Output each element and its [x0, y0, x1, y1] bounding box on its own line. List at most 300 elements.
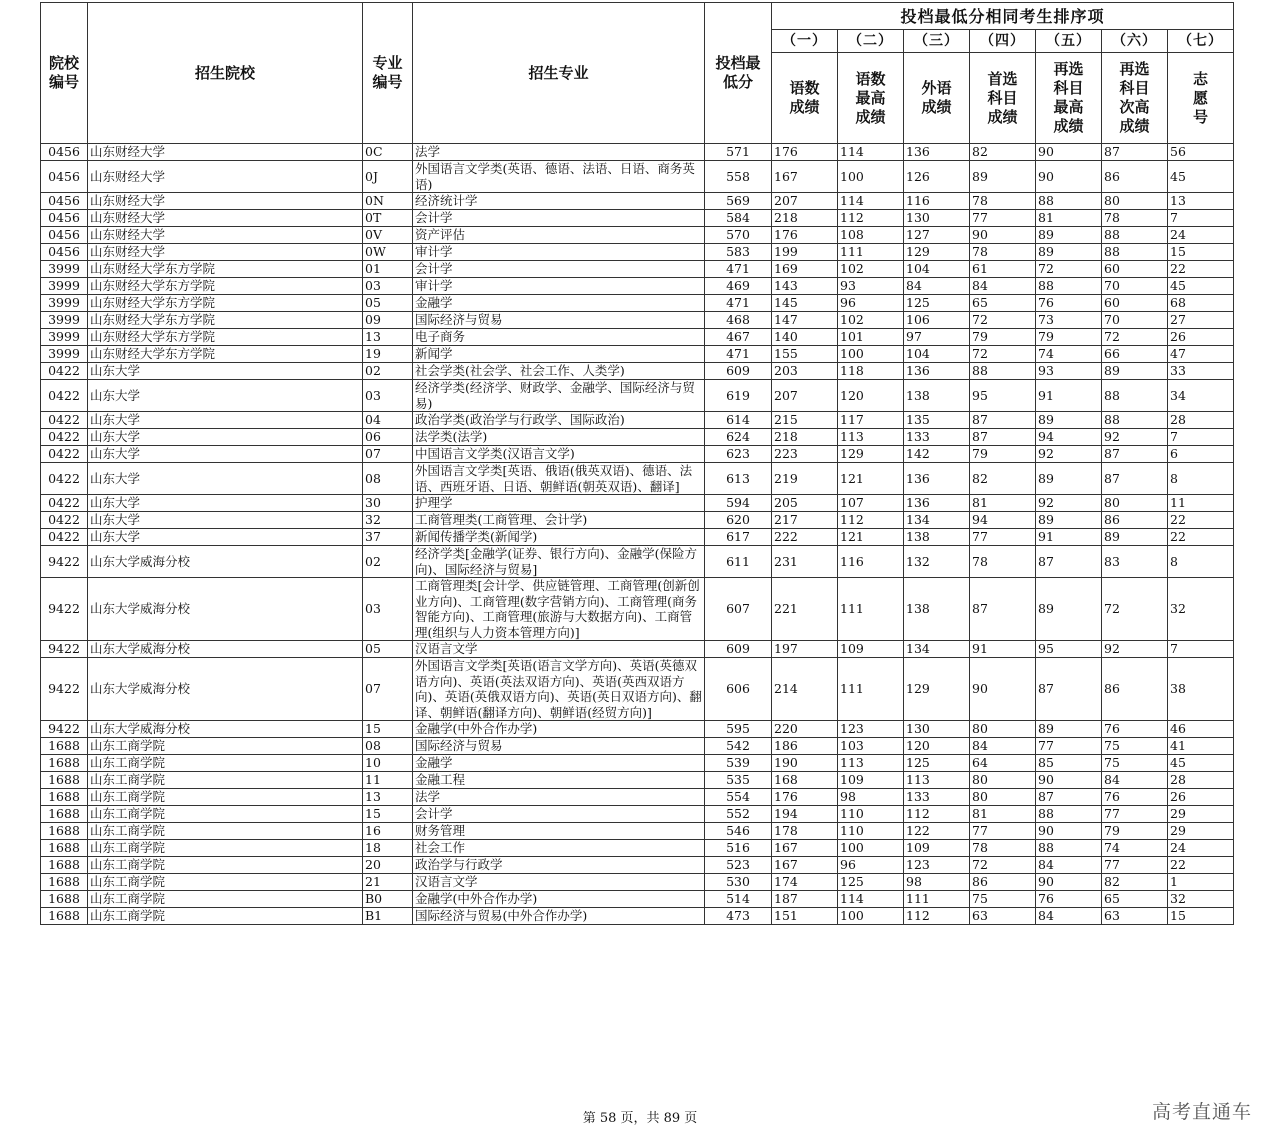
- school-name-cell: 山东财经大学东方学院: [88, 346, 363, 363]
- major-code-cell: 09: [363, 312, 413, 329]
- watermark: 高考直通车: [1151, 1101, 1252, 1123]
- school-name-cell: 山东财经大学东方学院: [88, 278, 363, 295]
- chinese-math-score-cell: 145: [772, 295, 838, 312]
- school-code-cell: 1688: [41, 840, 88, 857]
- chinese-math-score-cell: 167: [772, 840, 838, 857]
- school-name-cell: 山东大学: [88, 529, 363, 546]
- school-name-cell: 山东财经大学: [88, 210, 363, 227]
- header-major-code-text: 专业编号: [372, 54, 403, 91]
- first-subject-score-cell: 78: [970, 840, 1036, 857]
- table-header: [41, 3, 1234, 144]
- chinese-math-max-score-cell: 120: [838, 380, 904, 412]
- foreign-language-score-cell: 135: [904, 412, 970, 429]
- major-name-cell: 资产评估: [413, 227, 705, 244]
- school-code-cell: 3999: [41, 278, 88, 295]
- first-subject-score-cell: 79: [970, 446, 1036, 463]
- min-score-cell: 609: [705, 363, 772, 380]
- chinese-math-score-cell: 168: [772, 772, 838, 789]
- second-subject-max-score-cell: 89: [1036, 463, 1102, 495]
- school-code-cell: 9422: [41, 546, 88, 578]
- header-school: 招生院校: [88, 3, 363, 144]
- header-sort-label-text: 外语成绩: [921, 79, 952, 116]
- school-code-cell: 9422: [41, 641, 88, 658]
- first-subject-score-cell: 78: [970, 193, 1036, 210]
- foreign-language-score-cell: 97: [904, 329, 970, 346]
- first-subject-score-cell: 82: [970, 463, 1036, 495]
- preference-number-cell: 45: [1168, 755, 1234, 772]
- table-row: [41, 346, 1234, 363]
- major-code-cell: 0C: [363, 144, 413, 161]
- header-sort-label-text: 语数最高成绩: [855, 69, 886, 126]
- foreign-language-score-cell: 120: [904, 738, 970, 755]
- table-row: [41, 412, 1234, 429]
- table-body: [41, 144, 1234, 925]
- chinese-math-max-score-cell: 111: [838, 658, 904, 721]
- school-name-cell: 山东财经大学: [88, 193, 363, 210]
- preference-number-cell: 1: [1168, 874, 1234, 891]
- chinese-math-score-cell: 140: [772, 329, 838, 346]
- header-sort-label-text: 再选科目次高成绩: [1119, 60, 1150, 135]
- school-code-cell: 0456: [41, 244, 88, 261]
- preference-number-cell: 45: [1168, 161, 1234, 193]
- foreign-language-score-cell: 122: [904, 823, 970, 840]
- table-row: [41, 363, 1234, 380]
- major-code-cell: 03: [363, 578, 413, 641]
- first-subject-score-cell: 80: [970, 772, 1036, 789]
- preference-number-cell: 68: [1168, 295, 1234, 312]
- major-code-cell: 0N: [363, 193, 413, 210]
- min-score-cell: 467: [705, 329, 772, 346]
- school-name-cell: 山东财经大学: [88, 144, 363, 161]
- major-code-cell: 04: [363, 412, 413, 429]
- chinese-math-max-score-cell: 125: [838, 874, 904, 891]
- major-code-cell: 02: [363, 363, 413, 380]
- second-subject-next-score-cell: 76: [1102, 789, 1168, 806]
- school-code-cell: 1688: [41, 908, 88, 925]
- major-name-cell: 外国语言文学类[英语(语言文学方向)、英语(英德双语方向)、英语(英法双语方向)、英语(英西双语方向)、英语(英俄双语方向)、英语(英日双语方向)、翻译、朝鲜语(翻译方向)、朝鲜语(经贸方向)]: [413, 658, 705, 721]
- chinese-math-max-score-cell: 112: [838, 210, 904, 227]
- school-code-cell: 1688: [41, 823, 88, 840]
- min-score-cell: 571: [705, 144, 772, 161]
- school-code-cell: 1688: [41, 789, 88, 806]
- first-subject-score-cell: 77: [970, 529, 1036, 546]
- first-subject-score-cell: 80: [970, 721, 1036, 738]
- first-subject-score-cell: 94: [970, 512, 1036, 529]
- first-subject-score-cell: 75: [970, 891, 1036, 908]
- min-score-cell: 619: [705, 380, 772, 412]
- preference-number-cell: 8: [1168, 463, 1234, 495]
- major-name-cell: 法学: [413, 789, 705, 806]
- header-sort-number: （二）: [838, 30, 904, 53]
- major-name-cell: 法学类(法学): [413, 429, 705, 446]
- table-row: [41, 806, 1234, 823]
- chinese-math-score-cell: 176: [772, 144, 838, 161]
- school-name-cell: 山东工商学院: [88, 789, 363, 806]
- school-code-cell: 0422: [41, 495, 88, 512]
- school-name-cell: 山东大学威海分校: [88, 546, 363, 578]
- foreign-language-score-cell: 116: [904, 193, 970, 210]
- foreign-language-score-cell: 134: [904, 512, 970, 529]
- major-code-cell: 07: [363, 446, 413, 463]
- major-name-cell: 社会学类(社会学、社会工作、人类学): [413, 363, 705, 380]
- second-subject-max-score-cell: 89: [1036, 412, 1102, 429]
- header-sort-label-text: 首选科目成绩: [987, 69, 1018, 126]
- table-row: [41, 278, 1234, 295]
- second-subject-next-score-cell: 65: [1102, 891, 1168, 908]
- chinese-math-score-cell: 190: [772, 755, 838, 772]
- school-name-cell: 山东工商学院: [88, 874, 363, 891]
- school-name-cell: 山东工商学院: [88, 806, 363, 823]
- first-subject-score-cell: 61: [970, 261, 1036, 278]
- major-code-cell: 08: [363, 738, 413, 755]
- major-name-cell: 新闻学: [413, 346, 705, 363]
- major-name-cell: 外国语言文学类(英语、德语、法语、日语、商务英语): [413, 161, 705, 193]
- header-sort-label: [838, 53, 904, 144]
- min-score-cell: 546: [705, 823, 772, 840]
- second-subject-max-score-cell: 89: [1036, 512, 1102, 529]
- chinese-math-score-cell: 147: [772, 312, 838, 329]
- major-name-cell: 审计学: [413, 244, 705, 261]
- second-subject-next-score-cell: 74: [1102, 840, 1168, 857]
- major-name-cell: 审计学: [413, 278, 705, 295]
- second-subject-max-score-cell: 89: [1036, 227, 1102, 244]
- chinese-math-max-score-cell: 114: [838, 144, 904, 161]
- second-subject-max-score-cell: 91: [1036, 529, 1102, 546]
- chinese-math-score-cell: 174: [772, 874, 838, 891]
- table-row: [41, 144, 1234, 161]
- school-code-cell: 3999: [41, 346, 88, 363]
- chinese-math-max-score-cell: 116: [838, 546, 904, 578]
- chinese-math-max-score-cell: 113: [838, 755, 904, 772]
- foreign-language-score-cell: 126: [904, 161, 970, 193]
- foreign-language-score-cell: 104: [904, 346, 970, 363]
- table-row: [41, 463, 1234, 495]
- major-code-cell: 30: [363, 495, 413, 512]
- school-code-cell: 1688: [41, 755, 88, 772]
- second-subject-max-score-cell: 90: [1036, 144, 1102, 161]
- chinese-math-score-cell: 207: [772, 193, 838, 210]
- first-subject-score-cell: 88: [970, 363, 1036, 380]
- min-score-cell: 607: [705, 578, 772, 641]
- header-sort-number: （四）: [970, 30, 1036, 53]
- major-code-cell: 32: [363, 512, 413, 529]
- table-row: [41, 772, 1234, 789]
- school-name-cell: 山东财经大学: [88, 244, 363, 261]
- table-row: [41, 578, 1234, 641]
- chinese-math-max-score-cell: 110: [838, 806, 904, 823]
- preference-number-cell: 7: [1168, 210, 1234, 227]
- foreign-language-score-cell: 130: [904, 210, 970, 227]
- second-subject-next-score-cell: 87: [1102, 144, 1168, 161]
- chinese-math-score-cell: 169: [772, 261, 838, 278]
- foreign-language-score-cell: 123: [904, 857, 970, 874]
- second-subject-next-score-cell: 77: [1102, 806, 1168, 823]
- preference-number-cell: 26: [1168, 789, 1234, 806]
- min-score-cell: 552: [705, 806, 772, 823]
- foreign-language-score-cell: 136: [904, 363, 970, 380]
- second-subject-max-score-cell: 84: [1036, 857, 1102, 874]
- chinese-math-score-cell: 207: [772, 380, 838, 412]
- admission-score-table: [40, 2, 1234, 925]
- school-name-cell: 山东工商学院: [88, 738, 363, 755]
- school-code-cell: 3999: [41, 295, 88, 312]
- chinese-math-score-cell: 186: [772, 738, 838, 755]
- chinese-math-score-cell: 178: [772, 823, 838, 840]
- preference-number-cell: 34: [1168, 380, 1234, 412]
- chinese-math-max-score-cell: 123: [838, 721, 904, 738]
- min-score-cell: 584: [705, 210, 772, 227]
- school-name-cell: 山东财经大学东方学院: [88, 312, 363, 329]
- second-subject-max-score-cell: 90: [1036, 161, 1102, 193]
- school-code-cell: 1688: [41, 738, 88, 755]
- table-row: [41, 193, 1234, 210]
- min-score-cell: 539: [705, 755, 772, 772]
- preference-number-cell: 7: [1168, 429, 1234, 446]
- first-subject-score-cell: 90: [970, 227, 1036, 244]
- chinese-math-score-cell: 215: [772, 412, 838, 429]
- chinese-math-score-cell: 203: [772, 363, 838, 380]
- second-subject-next-score-cell: 84: [1102, 772, 1168, 789]
- first-subject-score-cell: 89: [970, 161, 1036, 193]
- chinese-math-score-cell: 176: [772, 227, 838, 244]
- first-subject-score-cell: 87: [970, 578, 1036, 641]
- foreign-language-score-cell: 125: [904, 755, 970, 772]
- second-subject-next-score-cell: 63: [1102, 908, 1168, 925]
- chinese-math-score-cell: 214: [772, 658, 838, 721]
- foreign-language-score-cell: 113: [904, 772, 970, 789]
- second-subject-max-score-cell: 87: [1036, 789, 1102, 806]
- school-code-cell: 3999: [41, 312, 88, 329]
- table-row: [41, 641, 1234, 658]
- table-row: [41, 210, 1234, 227]
- second-subject-next-score-cell: 87: [1102, 446, 1168, 463]
- major-code-cell: 01: [363, 261, 413, 278]
- major-code-cell: 37: [363, 529, 413, 546]
- second-subject-next-score-cell: 70: [1102, 278, 1168, 295]
- min-score-cell: 471: [705, 346, 772, 363]
- table-row: [41, 721, 1234, 738]
- first-subject-score-cell: 81: [970, 806, 1036, 823]
- chinese-math-score-cell: 223: [772, 446, 838, 463]
- school-code-cell: 0422: [41, 463, 88, 495]
- second-subject-max-score-cell: 73: [1036, 312, 1102, 329]
- school-code-cell: 0422: [41, 512, 88, 529]
- min-score-cell: 613: [705, 463, 772, 495]
- preference-number-cell: 32: [1168, 891, 1234, 908]
- first-subject-score-cell: 63: [970, 908, 1036, 925]
- chinese-math-max-score-cell: 107: [838, 495, 904, 512]
- second-subject-next-score-cell: 79: [1102, 823, 1168, 840]
- school-code-cell: 0422: [41, 363, 88, 380]
- school-code-cell: 0456: [41, 161, 88, 193]
- second-subject-max-score-cell: 91: [1036, 380, 1102, 412]
- foreign-language-score-cell: 130: [904, 721, 970, 738]
- min-score-cell: 514: [705, 891, 772, 908]
- foreign-language-score-cell: 138: [904, 529, 970, 546]
- table-row: [41, 529, 1234, 546]
- header-sort-label: [970, 53, 1036, 144]
- school-code-cell: 9422: [41, 658, 88, 721]
- school-name-cell: 山东工商学院: [88, 840, 363, 857]
- chinese-math-max-score-cell: 102: [838, 261, 904, 278]
- header-min-score: [705, 3, 772, 144]
- second-subject-next-score-cell: 88: [1102, 412, 1168, 429]
- min-score-cell: 530: [705, 874, 772, 891]
- school-code-cell: 0456: [41, 210, 88, 227]
- second-subject-next-score-cell: 87: [1102, 463, 1168, 495]
- second-subject-max-score-cell: 85: [1036, 755, 1102, 772]
- min-score-cell: 611: [705, 546, 772, 578]
- foreign-language-score-cell: 84: [904, 278, 970, 295]
- second-subject-max-score-cell: 84: [1036, 908, 1102, 925]
- major-name-cell: 新闻传播学类(新闻学): [413, 529, 705, 546]
- chinese-math-score-cell: 220: [772, 721, 838, 738]
- chinese-math-max-score-cell: 109: [838, 641, 904, 658]
- chinese-math-max-score-cell: 100: [838, 346, 904, 363]
- school-code-cell: 0422: [41, 412, 88, 429]
- chinese-math-max-score-cell: 96: [838, 295, 904, 312]
- second-subject-max-score-cell: 92: [1036, 446, 1102, 463]
- school-name-cell: 山东大学: [88, 429, 363, 446]
- preference-number-cell: 11: [1168, 495, 1234, 512]
- preference-number-cell: 22: [1168, 529, 1234, 546]
- major-code-cell: 02: [363, 546, 413, 578]
- school-name-cell: 山东大学: [88, 463, 363, 495]
- second-subject-max-score-cell: 76: [1036, 295, 1102, 312]
- preference-number-cell: 38: [1168, 658, 1234, 721]
- second-subject-max-score-cell: 87: [1036, 546, 1102, 578]
- chinese-math-max-score-cell: 114: [838, 891, 904, 908]
- table-row: [41, 446, 1234, 463]
- second-subject-next-score-cell: 83: [1102, 546, 1168, 578]
- major-name-cell: 汉语言文学: [413, 641, 705, 658]
- chinese-math-max-score-cell: 117: [838, 412, 904, 429]
- second-subject-next-score-cell: 78: [1102, 210, 1168, 227]
- foreign-language-score-cell: 138: [904, 578, 970, 641]
- school-name-cell: 山东大学威海分校: [88, 658, 363, 721]
- major-name-cell: 政治学类(政治学与行政学、国际政治): [413, 412, 705, 429]
- major-name-cell: 国际经济与贸易: [413, 312, 705, 329]
- second-subject-next-score-cell: 72: [1102, 329, 1168, 346]
- school-name-cell: 山东财经大学: [88, 161, 363, 193]
- table-row: [41, 161, 1234, 193]
- min-score-cell: 614: [705, 412, 772, 429]
- foreign-language-score-cell: 138: [904, 380, 970, 412]
- chinese-math-score-cell: 187: [772, 891, 838, 908]
- first-subject-score-cell: 78: [970, 546, 1036, 578]
- school-code-cell: 1688: [41, 857, 88, 874]
- foreign-language-score-cell: 132: [904, 546, 970, 578]
- school-name-cell: 山东大学: [88, 495, 363, 512]
- second-subject-next-score-cell: 88: [1102, 380, 1168, 412]
- chinese-math-score-cell: 155: [772, 346, 838, 363]
- second-subject-max-score-cell: 95: [1036, 641, 1102, 658]
- first-subject-score-cell: 80: [970, 789, 1036, 806]
- major-name-cell: 中国语言文学类(汉语言文学): [413, 446, 705, 463]
- major-name-cell: 外国语言文学类[英语、俄语(俄英双语)、德语、法语、西班牙语、日语、朝鲜语(朝英双语)、翻译]: [413, 463, 705, 495]
- preference-number-cell: 6: [1168, 446, 1234, 463]
- second-subject-next-score-cell: 60: [1102, 261, 1168, 278]
- table-row: [41, 312, 1234, 329]
- major-name-cell: 经济学类[金融学(证券、银行方向)、金融学(保险方向)、国际经济与贸易]: [413, 546, 705, 578]
- preference-number-cell: 8: [1168, 546, 1234, 578]
- min-score-cell: 469: [705, 278, 772, 295]
- foreign-language-score-cell: 129: [904, 658, 970, 721]
- second-subject-max-score-cell: 93: [1036, 363, 1102, 380]
- chinese-math-max-score-cell: 110: [838, 823, 904, 840]
- school-code-cell: 3999: [41, 261, 88, 278]
- second-subject-max-score-cell: 92: [1036, 495, 1102, 512]
- second-subject-max-score-cell: 89: [1036, 244, 1102, 261]
- second-subject-max-score-cell: 94: [1036, 429, 1102, 446]
- major-name-cell: 国际经济与贸易: [413, 738, 705, 755]
- second-subject-next-score-cell: 70: [1102, 312, 1168, 329]
- school-code-cell: 9422: [41, 578, 88, 641]
- major-code-cell: 03: [363, 380, 413, 412]
- table-row: [41, 380, 1234, 412]
- school-name-cell: 山东工商学院: [88, 908, 363, 925]
- foreign-language-score-cell: 136: [904, 463, 970, 495]
- first-subject-score-cell: 86: [970, 874, 1036, 891]
- foreign-language-score-cell: 142: [904, 446, 970, 463]
- chinese-math-max-score-cell: 108: [838, 227, 904, 244]
- min-score-cell: 542: [705, 738, 772, 755]
- second-subject-next-score-cell: 86: [1102, 512, 1168, 529]
- major-name-cell: 金融学: [413, 295, 705, 312]
- school-code-cell: 0422: [41, 446, 88, 463]
- chinese-math-max-score-cell: 98: [838, 789, 904, 806]
- table-row: [41, 261, 1234, 278]
- chinese-math-max-score-cell: 100: [838, 908, 904, 925]
- header-sort-number: （六）: [1102, 30, 1168, 53]
- foreign-language-score-cell: 136: [904, 144, 970, 161]
- first-subject-score-cell: 90: [970, 658, 1036, 721]
- chinese-math-score-cell: 218: [772, 429, 838, 446]
- second-subject-next-score-cell: 80: [1102, 495, 1168, 512]
- school-name-cell: 山东大学威海分校: [88, 641, 363, 658]
- major-code-cell: 13: [363, 789, 413, 806]
- major-code-cell: 18: [363, 840, 413, 857]
- major-code-cell: 15: [363, 721, 413, 738]
- major-code-cell: 07: [363, 658, 413, 721]
- header-sort-label: [1102, 53, 1168, 144]
- first-subject-score-cell: 77: [970, 823, 1036, 840]
- table-row: [41, 546, 1234, 578]
- preference-number-cell: 56: [1168, 144, 1234, 161]
- header-major-code: [363, 3, 413, 144]
- header-sort-label-text: 再选科目最高成绩: [1053, 60, 1084, 135]
- school-code-cell: 1688: [41, 772, 88, 789]
- preference-number-cell: 13: [1168, 193, 1234, 210]
- second-subject-next-score-cell: 72: [1102, 578, 1168, 641]
- second-subject-max-score-cell: 89: [1036, 721, 1102, 738]
- major-name-cell: 金融工程: [413, 772, 705, 789]
- major-name-cell: 社会工作: [413, 840, 705, 857]
- major-name-cell: 工商管理类(工商管理、会计学): [413, 512, 705, 529]
- chinese-math-max-score-cell: 112: [838, 512, 904, 529]
- table-row: [41, 857, 1234, 874]
- second-subject-max-score-cell: 90: [1036, 772, 1102, 789]
- table-row: [41, 512, 1234, 529]
- header-sort-number: （三）: [904, 30, 970, 53]
- preference-number-cell: 15: [1168, 908, 1234, 925]
- second-subject-next-score-cell: 76: [1102, 721, 1168, 738]
- header-sort-label: [904, 53, 970, 144]
- school-name-cell: 山东工商学院: [88, 772, 363, 789]
- second-subject-next-score-cell: 86: [1102, 161, 1168, 193]
- chinese-math-score-cell: 151: [772, 908, 838, 925]
- preference-number-cell: 22: [1168, 261, 1234, 278]
